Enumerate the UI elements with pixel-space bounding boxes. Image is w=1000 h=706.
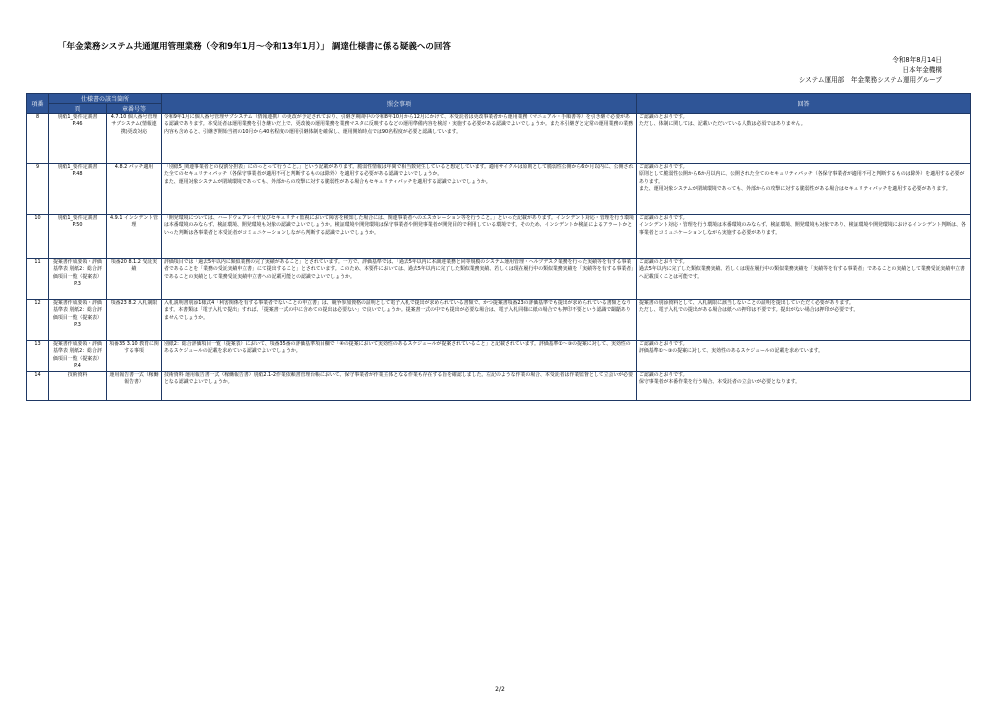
row-answer: 提案書の別添資料として、入札制限に該当しないことの証明を提出していただく必要があります。 ただし、電子入札での提出がある場合は紙への押印は不要です。提出がない場合は押印が必要です。 — [637, 300, 971, 341]
row-document: 別紙1_要件定義書 P.50 — [49, 215, 107, 259]
row-answer: ご認識のとおりです。 原則として脆弱性公開から6か月以内に、公開された全てのセキュリティパッチ（各保守事業者が適用不可と判断するものは除外）を適用する必要があります。 また、運用対象システムが閉域環境であっても、外部からの攻撃に対する脆弱性がある場合はセキュリティパッチを適用する必要があります。 — [637, 164, 971, 215]
row-section: 項番20 8.1.2 受託実績 — [107, 259, 162, 300]
page-number: 2/2 — [495, 686, 505, 693]
row-document: 提案書作成要領・評価基準表 別紙2：総合評価項目一覧（提案表） P.4 — [49, 341, 107, 372]
header-spec: 仕様書の該当箇所 — [49, 94, 162, 104]
row-section: 4.9.1 インシデント管理 — [107, 215, 162, 259]
row-no: 11 — [27, 259, 49, 300]
header-row-1 — [27, 94, 971, 104]
header-answer: 回答 — [637, 94, 971, 114]
department-name: システム運用部 年金業務システム運用グループ — [798, 76, 942, 84]
issue-date: 令和8年8月14日 — [892, 56, 942, 64]
row-document: 提案書作成要領・評価基準表 別紙2：総合評価項目一覧（提案表） P.3 — [49, 300, 107, 341]
row-no: 10 — [27, 215, 49, 259]
row-no: 14 — [27, 371, 49, 400]
table-row — [27, 114, 971, 164]
row-section: 項番23 8.2 入札制限 — [107, 300, 162, 341]
table-row — [27, 371, 971, 400]
header-section: 章番号等 — [107, 104, 162, 114]
row-section: 4.8.2 パッチ適用 — [107, 164, 162, 215]
row-question: 入札説明書別添1様式4「利害関係を有する事業者でないことの申立書」は、競争参加資格の証明として電子入札で提出が求められている書類で、かつ提案書項番23の評価基準でも提出が求められている書類となります。本書類は「電子入札で提出」すれば、「提案書一式の中に含めての提出は必要ない」で良いでしょうか。提案書一式の中でも提出が必要な場合は、電子入札同様に紙の場合でも押印不要という認識で齟齬ありませんでしょうか。 — [162, 300, 637, 341]
qa-table-body — [27, 114, 971, 401]
row-section: 運用報告書一式（稼働報告書） — [107, 371, 162, 400]
row-document: 技術資料 — [49, 371, 107, 400]
row-section: 4.7.10 個人番号管理サブシステム(情報連携)更改対応 — [107, 114, 162, 164]
row-no: 12 — [27, 300, 49, 341]
header-question: 照会事項 — [162, 94, 637, 114]
row-answer: ご認識のとおりです。 過去5年以内に完了した類似業務実績、若しくは現在履行中の類似業務実績を「実績等を有する事業者」であることの実績として業務受託実績申立書へ記載頂くことは可能です。 — [637, 259, 971, 300]
table-row — [27, 259, 971, 300]
row-answer: ご認識のとおりです。 ただし、体制に関しては、記載いただいている人数は必須ではありません。 — [637, 114, 971, 164]
document-meta — [799, 55, 942, 85]
row-document: 別紙1_要件定義書 P.46 — [49, 114, 107, 164]
row-no: 8 — [27, 114, 49, 164]
row-question: 評価項目では「過去5年以内に類似業務の完了実績があること」とされています。一方で、評価基準では、「過去5年以内に本調達業務と同等規模のシステム運用管理・ヘルプデスク業務を行った実績等を有する事業者であることを「業務の受託実績申立書」にて提出すること」とされています。このため、本要件においては、過去5年以内に完了した類似業務実績、若しくは現在履行中の類似業務実績を「実績等を有する事業者」であることの実績として業務受託実績申立書への記載可能との認識でよいでしょうか。 — [162, 259, 637, 300]
row-no: 9 — [27, 164, 49, 215]
row-answer: ご認識のとおりです。 評価基準①～③の提案に対して、実効性のあるスケジュールの記載を求めています。 — [637, 341, 971, 372]
row-question: 「開発環境については、ハードウェアレイヤ及びセキュリティ監視において障害を検知した場合には、関連事業者へのエスカレーション等を行うこと。」といった記載があります。インシデント対応・管理を行う環境は本番環境のみならず、検証環境、開発環境も対象の認識でよいでしょうか。検証環境や開発環境は保守事業者や開発事業者が開発目的で利用している環境です。そのため、インシデントか検証によるアラートかといった判断は各事業者と本受託者がコミュニケーションしながら判断する認識でよいでしょうか。 — [162, 215, 637, 259]
row-question: 技術資料 運用報告書一式（稼働報告書）別紙2.1-2作業依頼書管理台帳において、保守事業者が作業主体となる作業も存在する旨を確認しました。左記のような作業の場合、本受託者は作業監督として立会いが必要となる認識でよいでしょうか。 — [162, 371, 637, 400]
header-no: 項番 — [27, 94, 49, 114]
row-document: 提案書作成要領・評価基準表 別紙2：総合評価項目一覧（提案表） P.3 — [49, 259, 107, 300]
organization-name: 日本年金機構 — [902, 66, 942, 74]
row-section: 項番35 3.10 教育に関する事項 — [107, 341, 162, 372]
row-question: 令和9年1月に個人番号管理サブシステム（情報連携）の更改が予定されており、引継ぎ期間中の令和8年10月から12月にかけて、本受託者は更改事業者から運用業務（マニュアル・手順書等）を引き継ぐ必要がある認識であります。本受託者は運用業務を引き継いだ上で、更改後の運用業務を業務マスタに反映するなどの運用準備内容を検討・実施する必要がある認識でよいでしょうか。また本引継ぎと定常の運用業務の業務内容も含めると、引継ぎ開始当初の10月から40名程度の運用引継体制を確保し、運用開始時点では90名程度が必要と認識しています。 — [162, 114, 637, 164]
row-document: 別紙1_要件定義書 P.48 — [49, 164, 107, 215]
row-question: 「別紙5_関連事業者との役割分担表」にのっとって行うこと。」という記載があります。脆弱性情報は年間で相当数発生していると想定しています。適用サイクルは原則として脆弱性公開から6か月以内に、公開された全てのセキュリティパッチ（各保守事業者が適用不可と判断するものは除外）を適用する必要がある認識でよいでしょうか。 また、運用対象システムが閉域環境であっても、外部からの攻撃に対する脆弱性がある場合もセキュリティパッチを適用する認識でよいでしょうか。 — [162, 164, 637, 215]
table-row — [27, 341, 971, 372]
row-answer: ご認識のとおりです。 保守事業者が本番作業を行う場合、本受託者の立会いが必要となります。 — [637, 371, 971, 400]
qa-table — [26, 93, 971, 401]
table-row — [27, 215, 971, 259]
document-title: 「年金業務システム共通運用管理業務（令和9年1月～令和13年1月）」 調達仕様書に係る疑義への回答 — [58, 42, 451, 52]
row-question: 別紙2：総合評価項目一覧（提案表）において、項番35番の評価基準項目欄で「④の提案において実効性のあるスケジュールが提案されていること」と記載されています。評価基準①～③の提案に対して、実効性のあるスケジュールの記載を求めている認識でよいでしょうか。 — [162, 341, 637, 372]
table-row — [27, 164, 971, 215]
row-no: 13 — [27, 341, 49, 372]
header-page: 頁 — [49, 104, 107, 114]
row-answer: ご認識のとおりです。 インシデント対応・管理を行う環境は本番環境のみならず、検証環境、開発環境も対象であり、検証環境や開発環境におけるインシデント判断は、各事業者とコミュニケーションしながら実施する必要があります。 — [637, 215, 971, 259]
table-row — [27, 300, 971, 341]
